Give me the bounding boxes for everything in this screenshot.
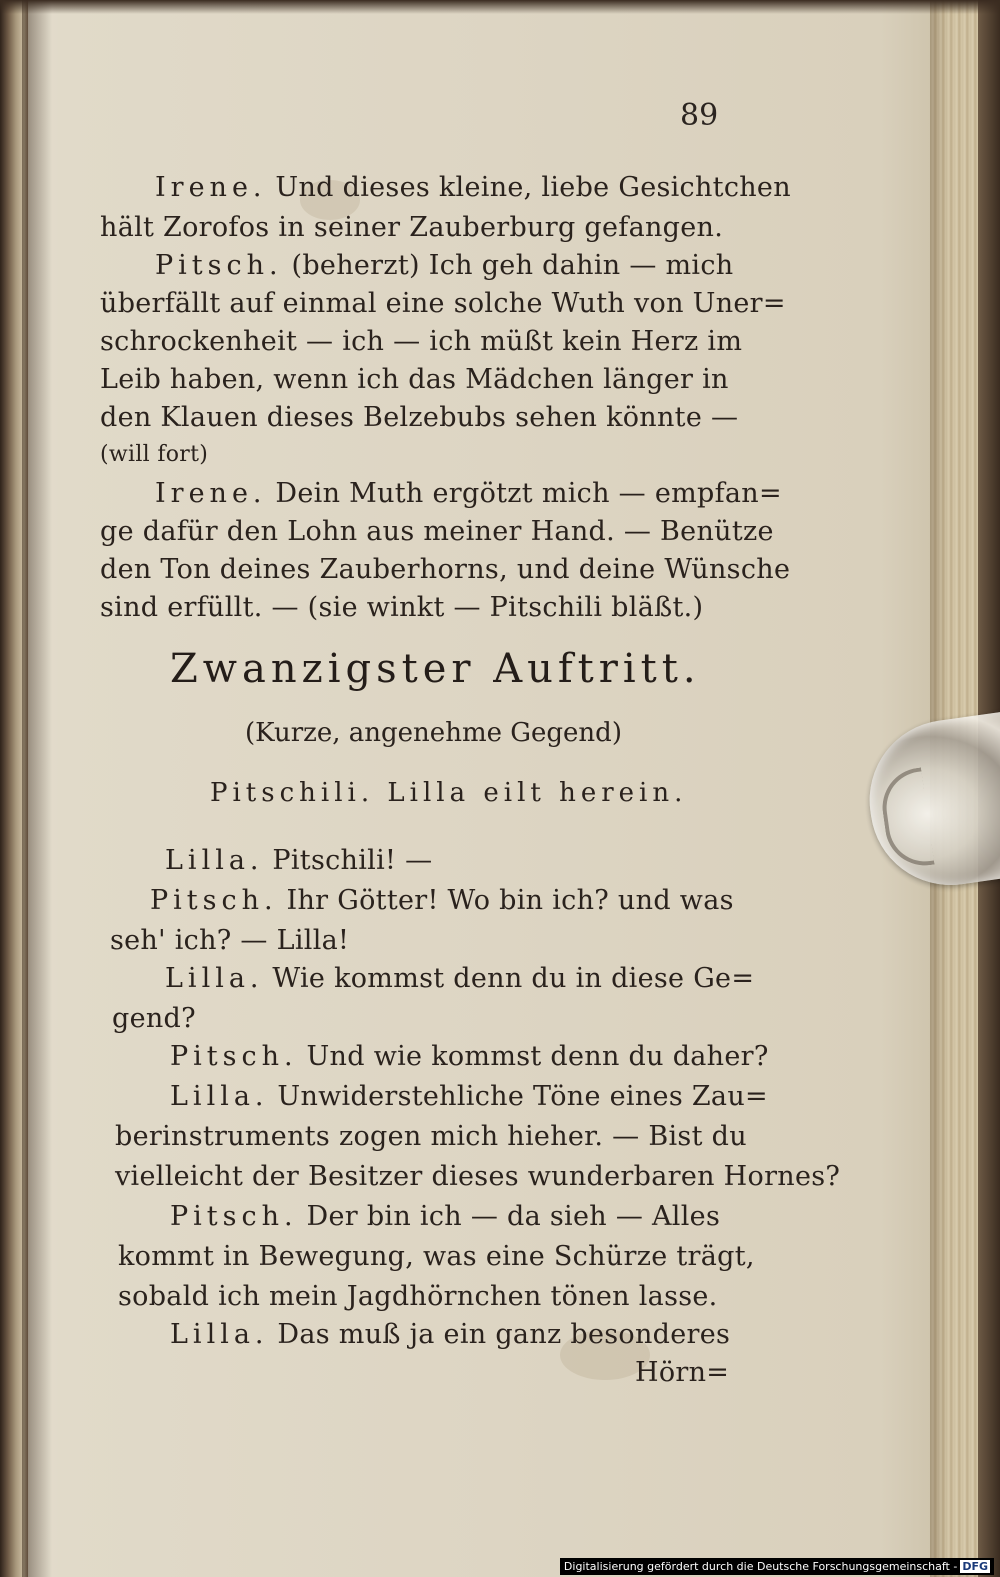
catchword: Hörn= <box>635 1357 730 1388</box>
text-line <box>150 885 734 916</box>
text-line <box>170 1201 720 1232</box>
text-line: seh' ich? — Lilla! <box>110 925 350 956</box>
speaker-name: Lilla. <box>170 1081 269 1112</box>
cast-line: Pitschili. Lilla eilt herein. <box>210 778 688 808</box>
scan-background-top <box>0 0 1000 14</box>
speaker-name: Irene. <box>155 478 267 509</box>
dialogue-text: Und dieses kleine, liebe Gesichtchen <box>275 172 791 203</box>
text-line <box>155 172 791 203</box>
speaker-name: Pitsch. <box>170 1201 298 1232</box>
text-line <box>155 478 782 509</box>
scene-heading: Zwanzigster Auftritt. <box>170 646 701 692</box>
text-line: schrockenheit — ich — ich müßt kein Herz im <box>100 326 743 357</box>
text-line: ge dafür den Lohn aus meiner Hand. — Benütze <box>100 516 774 547</box>
text-line <box>165 963 754 994</box>
dialogue-text: Wie kommst denn du in diese Ge= <box>272 963 755 994</box>
dialogue-text: Dein Muth ergötzt mich — empfan= <box>275 478 782 509</box>
text-line: sind erfüllt. — (sie winkt — Pitschili bläßt.) <box>100 592 704 623</box>
speaker-name: Pitsch. <box>150 885 278 916</box>
footer-text: Digitalisierung gefördert durch die Deutsche Forschungsgemeinschaft - <box>563 1560 958 1573</box>
dialogue-text: Und wie kommst denn du daher? <box>306 1041 769 1072</box>
dialogue-text: (beherzt) Ich geh dahin — mich <box>291 250 734 281</box>
stage-direction-inline: (will fort) <box>100 442 209 467</box>
speaker-name: Pitsch. <box>155 250 283 281</box>
page-number: 89 <box>680 98 719 133</box>
speaker-name: Irene. <box>155 172 267 203</box>
text-line: berinstruments zogen mich hieher. — Bist du <box>115 1121 747 1152</box>
stage-direction: (Kurze, angenehme Gegend) <box>245 718 622 748</box>
text-line: sobald ich mein Jagdhörnchen tönen lasse. <box>118 1281 718 1312</box>
text-line <box>165 845 432 876</box>
digitization-footer <box>560 1558 994 1575</box>
text-line <box>170 1319 730 1350</box>
dialogue-text: Das muß ja ein ganz besonderes <box>277 1319 731 1350</box>
text-line <box>170 1081 768 1112</box>
binding-gutter <box>22 0 52 1577</box>
text-line: hält Zorofos in seiner Zauberburg gefangen. <box>100 212 724 243</box>
dialogue-text: Ihr Götter! Wo bin ich? und was <box>286 885 734 916</box>
speaker-name: Lilla. <box>165 963 264 994</box>
text-line <box>170 1041 769 1072</box>
dialogue-text: Unwiderstehliche Töne eines Zau= <box>277 1081 768 1112</box>
glass-page-weight <box>859 710 1000 896</box>
text-line <box>155 250 733 281</box>
text-line: überfällt auf einmal eine solche Wuth von Uner= <box>100 288 786 319</box>
text-line: den Klauen dieses Belzebubs sehen könnte — <box>100 402 739 433</box>
text-line: vielleicht der Besitzer dieses wunderbaren Hornes? <box>115 1161 841 1192</box>
text-line: kommt in Bewegung, was eine Schürze trägt, <box>118 1241 755 1272</box>
speaker-name: Lilla. <box>165 845 264 876</box>
text-line: den Ton deines Zauberhorns, und deine Wünsche <box>100 554 791 585</box>
text-line: gend? <box>112 1003 196 1034</box>
dialogue-text: Der bin ich — da sieh — Alles <box>306 1201 721 1232</box>
dialogue-text: Pitschili! — <box>272 845 433 876</box>
dfg-logo: DFG <box>962 1560 988 1573</box>
speaker-name: Pitsch. <box>170 1041 298 1072</box>
speaker-name: Lilla. <box>170 1319 269 1350</box>
text-line: Leib haben, wenn ich das Mädchen länger in <box>100 364 729 395</box>
